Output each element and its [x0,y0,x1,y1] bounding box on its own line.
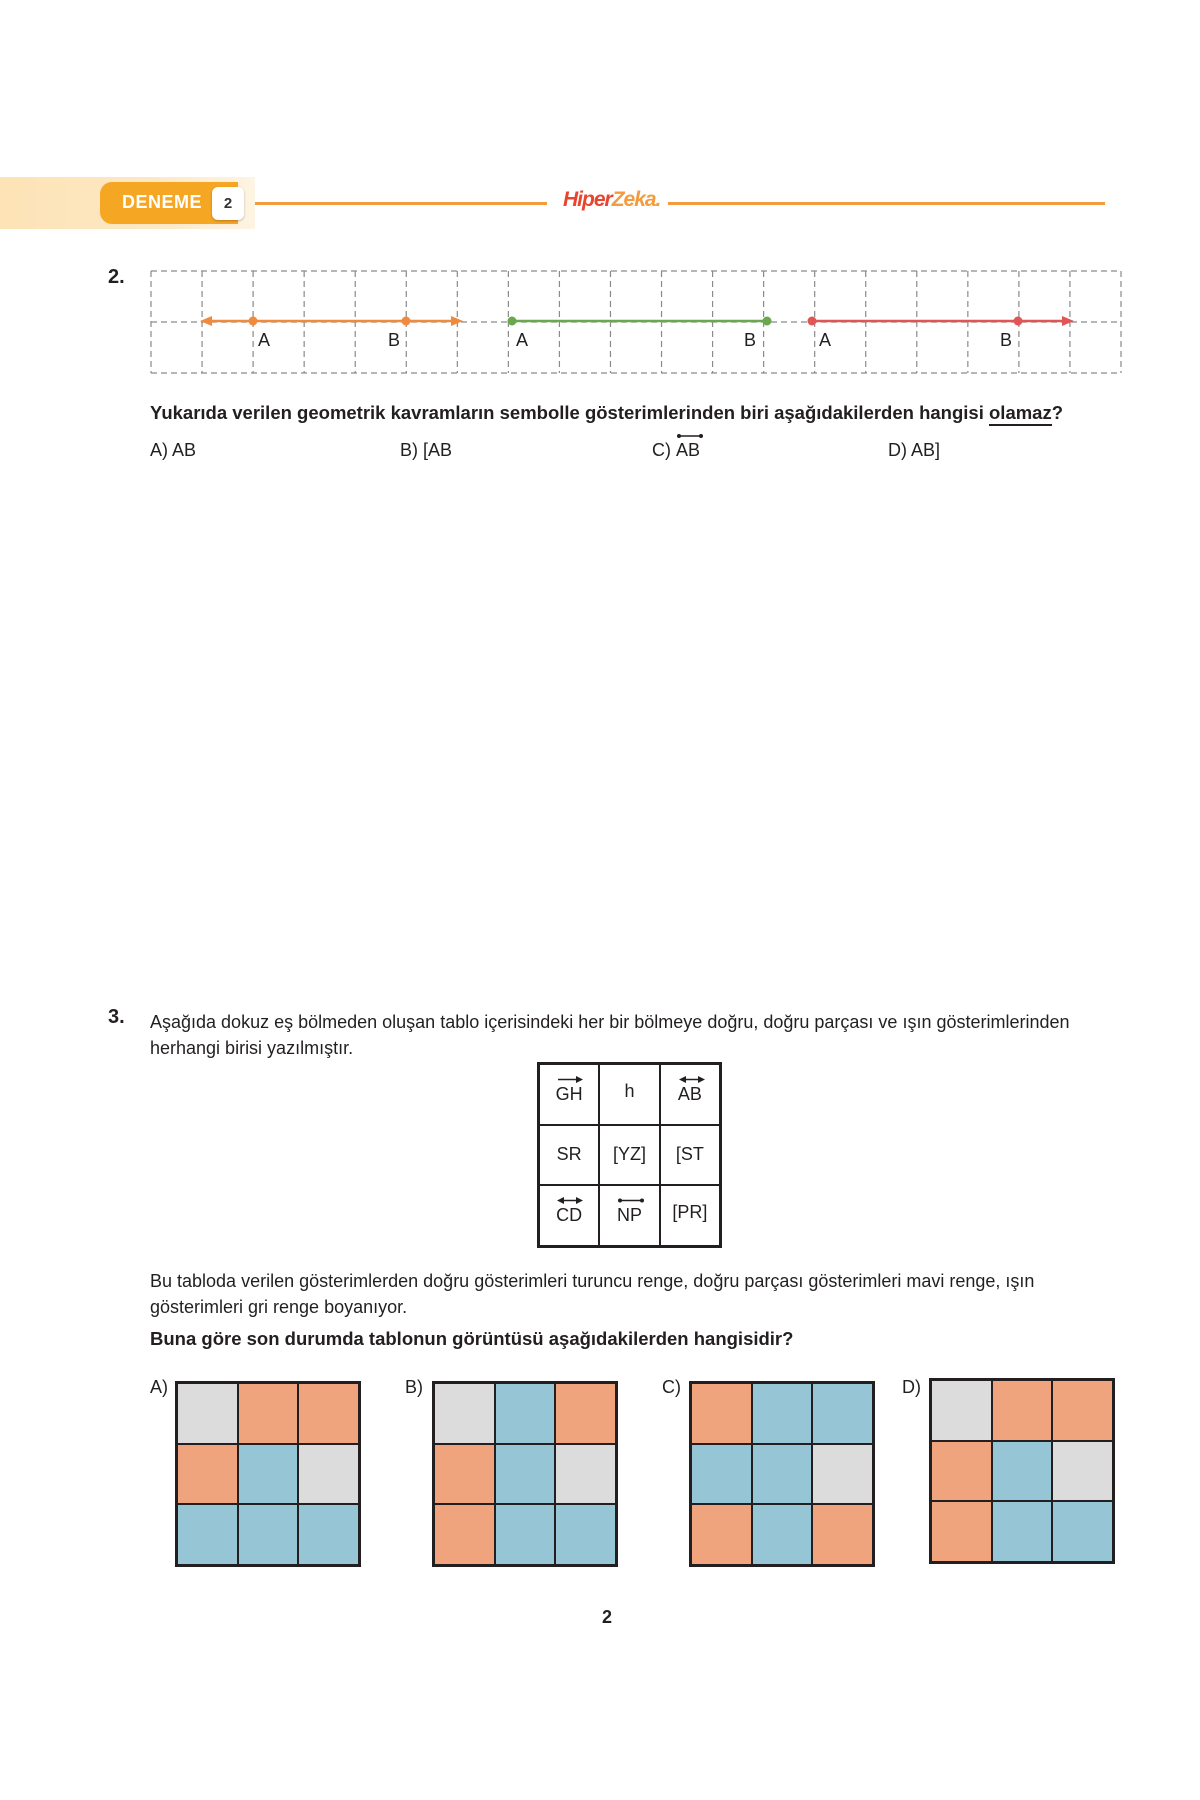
grid-cell-orange [691,1504,752,1565]
grid-cell-blue [812,1383,873,1444]
table-cell: [ST [660,1125,720,1186]
point-b [1014,317,1023,326]
right-arrow-head [1062,316,1074,326]
grid-cell-blue [495,1504,556,1565]
point-label: A [258,330,271,350]
grid-cell-orange [931,1441,992,1502]
grid-cell-orange [1052,1380,1113,1441]
table-cell: NP [599,1185,659,1246]
header-rule-right [668,202,1105,205]
grid-cell-orange [238,1383,299,1444]
option-b[interactable]: B) [AB [400,440,453,460]
choice-b-grid[interactable] [432,1381,618,1567]
table-cell: SR [539,1125,599,1186]
ray-figure [808,316,1075,326]
grid-cell-orange [434,1444,495,1505]
grid-cell-blue [298,1504,359,1565]
grid-cell-orange [691,1383,752,1444]
grid-cell-orange [298,1383,359,1444]
table-cell: GH [539,1064,599,1125]
grid-cell-gray [555,1444,616,1505]
point-a [808,317,817,326]
line-symbol-icon [678,1075,706,1084]
choice-d-grid[interactable] [929,1378,1115,1564]
point-b [402,317,411,326]
header-label: DENEME [122,192,203,212]
ray-symbol-icon [556,1075,584,1084]
point-label: B [744,330,757,350]
grid-cell-blue [691,1444,752,1505]
line-figure [200,316,463,326]
grid-cell-blue [752,1504,813,1565]
grid-cell-orange [177,1444,238,1505]
grid-cell-orange [555,1383,616,1444]
header-number: 2 [212,187,244,220]
grid-cell-gray [931,1380,992,1441]
line-symbol-icon [676,432,704,440]
segment-figure [508,317,772,326]
grid-cell-blue [752,1444,813,1505]
grid-cell-blue [992,1441,1053,1502]
coloring-rule-text: Bu tabloda verilen gösterimlerden doğru gösterimleri turuncu renge, doğru parçası gösterimleri mavi renge, ışın gösterimleri gri renge boyanıyor. [150,1271,1035,1317]
grid-cell-orange [992,1380,1053,1441]
question-number: 3. [108,1006,125,1028]
point-label: B [388,330,401,350]
grid-cell-gray [177,1383,238,1444]
choice-c-label[interactable]: C) [662,1377,681,1397]
grid-cell-orange [434,1504,495,1565]
notation-table [537,1062,722,1248]
choice-d-label[interactable]: D) [902,1377,921,1397]
option-d[interactable]: D) AB] [888,440,941,460]
brand-logo: HiperZeka. [563,188,661,211]
grid-cell-blue [238,1444,299,1505]
option-c[interactable]: C) AB [652,440,700,461]
grid-cell-blue [495,1444,556,1505]
point-label: A [819,330,832,350]
header-rule-left [255,202,547,205]
grid-cell-orange [812,1504,873,1565]
grid-cell-blue [238,1504,299,1565]
question-text: Buna göre son durumda tablonun görüntüsü aşağıdakilerden hangisidir? [150,1328,794,1349]
point-a [249,317,258,326]
question-number: 2. [108,266,125,288]
point-b [763,317,772,326]
grid-cell-gray [812,1444,873,1505]
grid-cell-blue [177,1504,238,1565]
dashed-grid-figure [150,270,1122,374]
line-symbol-icon [617,1196,645,1205]
grid-cell-gray [434,1383,495,1444]
grid-cell-gray [298,1444,359,1505]
choice-c-grid[interactable] [689,1381,875,1567]
point-a [508,317,517,326]
table-cell: [YZ] [599,1125,659,1186]
question-intro: Aşağıda dokuz eş bölmeden oluşan tablo içerisindeki her bir bölmeye doğru, doğru parçası ve ışın gösterimlerinden herhangi birisi yazılmıştır. [150,1012,1070,1058]
point-label: A [516,330,529,350]
grid-cell-blue [1052,1501,1113,1562]
grid-cell-gray [1052,1441,1113,1502]
grid-cell-orange [931,1501,992,1562]
table-cell: AB [660,1064,720,1125]
grid-cell-blue [555,1504,616,1565]
question-text: Yukarıda verilen geometrik kavramların sembolle gösterimlerinden biri aşağıdakilerden hangisi olamaz? [150,402,1063,424]
page-number: 2 [602,1607,613,1627]
table-cell: CD [539,1185,599,1246]
line-symbol-icon [556,1196,584,1205]
grid-cell-blue [752,1383,813,1444]
grid-cell-blue [495,1383,556,1444]
option-a[interactable]: A) AB [150,440,197,460]
table-cell: [PR] [660,1185,720,1246]
choice-b-label[interactable]: B) [405,1377,423,1397]
grid-cell-blue [992,1501,1053,1562]
choice-a-label[interactable]: A) [150,1377,168,1397]
point-label: B [1000,330,1013,350]
table-cell: h [599,1064,659,1125]
choice-a-grid[interactable] [175,1381,361,1567]
